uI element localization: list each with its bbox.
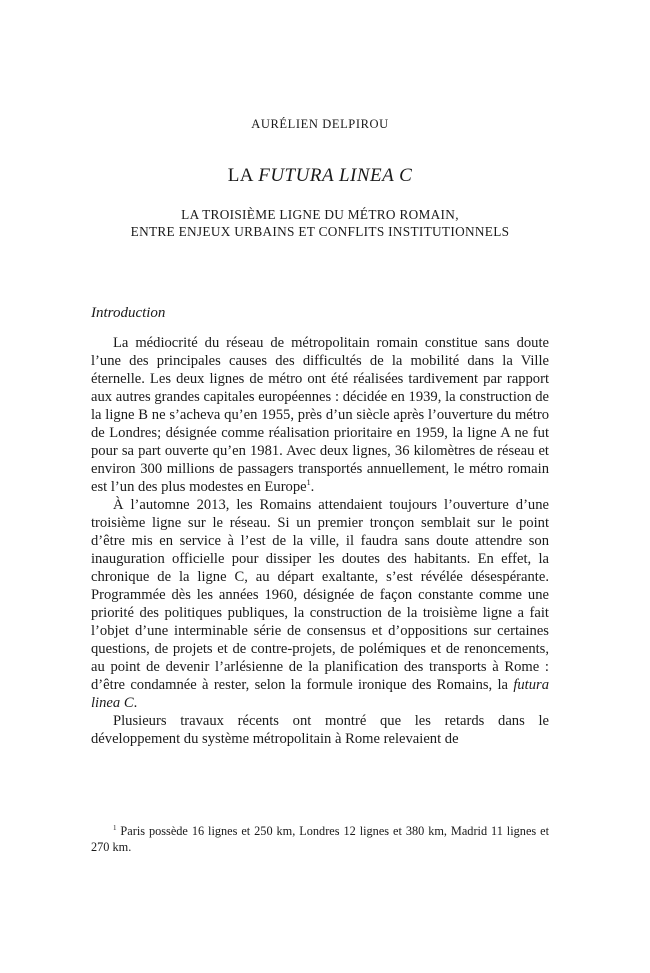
footnote-body: Paris possède 16 lignes et 250 km, Londres 12 lignes et 380 km, Madrid 11 lignes et 270 km. xyxy=(91,824,549,854)
section-heading: Introduction xyxy=(91,305,166,321)
article-subtitle xyxy=(91,206,549,240)
paragraph-text: La médiocrité du réseau de métropolitain romain constitue sans doute l’une des principales causes des difficultés de la mobilité dans la Ville éternelle. Les deux lignes de métro ont été réalisées tardivement par rapport aux autres grandes capitales européennes : décidée en 1939, la construction de la ligne B ne s’acheva qu’en 1955, près d’un siècle après l’ouverture du métro de Londres; désignée comme réalisation prioritaire en 1959, la ligne A ne fut pour sa part ouverte qu’en 1981. Avec deux lignes, 36 kilomètres de réseau et environ 300 millions de passagers transportés annuellement, le métro romain est l’un des plus modestes en Europe xyxy=(91,335,549,495)
article-title xyxy=(91,165,549,187)
subtitle-line: LA TROISIÈME LIGNE DU MÉTRO ROMAIN, xyxy=(181,207,459,222)
body-text xyxy=(91,334,549,748)
subtitle-line: ENTRE ENJEUX URBAINS ET CONFLITS INSTITUTIONNELS xyxy=(130,224,510,239)
paragraph xyxy=(91,334,549,496)
title-prefix: LA xyxy=(227,165,259,186)
paragraph-text: Plusieurs travaux récents ont montré que les retards dans le développement du système métropolitain à Rome relevaient de xyxy=(91,713,549,747)
author-name: AURÉLIEN DELPIROU xyxy=(251,117,389,131)
footnote xyxy=(91,823,549,855)
title-italic: FUTURA LINEA C xyxy=(258,165,413,186)
footnote-marker: 1 xyxy=(306,478,311,488)
footnote-text xyxy=(91,823,549,855)
paragraph-end: . xyxy=(133,695,138,711)
paragraph-end: . xyxy=(310,479,315,495)
italic-phrase: futura linea C xyxy=(91,677,549,711)
paragraph xyxy=(91,496,549,712)
paragraph-text: À l’automne 2013, les Romains attendaient toujours l’ouverture d’une troisième ligne sur le réseau. Si un premier tronçon semblait sur le point d’être mis en service à l’est de la ville, il faudra sans doute attendre son inauguration officielle pour dissiper les doutes des habitants. En effet, la chronique de la ligne C, au départ exaltante, s’est révélée désespérante. Programmée dès les années 1960, désignée de façon constante comme une priorité des politiques publiques, la construction de la troisième ligne a fait l’objet d’une interminable série de consensus et d’oppositions sur certaines questions, de projets et de contre-projets, de polémiques et de renoncements, au point de devenir l’arlésienne de la planification des transports à Rome : d’être condamnée à rester, selon la formule ironique des Romains, la xyxy=(91,497,549,693)
footnote-number: 1 xyxy=(113,823,117,832)
paragraph xyxy=(91,712,549,748)
